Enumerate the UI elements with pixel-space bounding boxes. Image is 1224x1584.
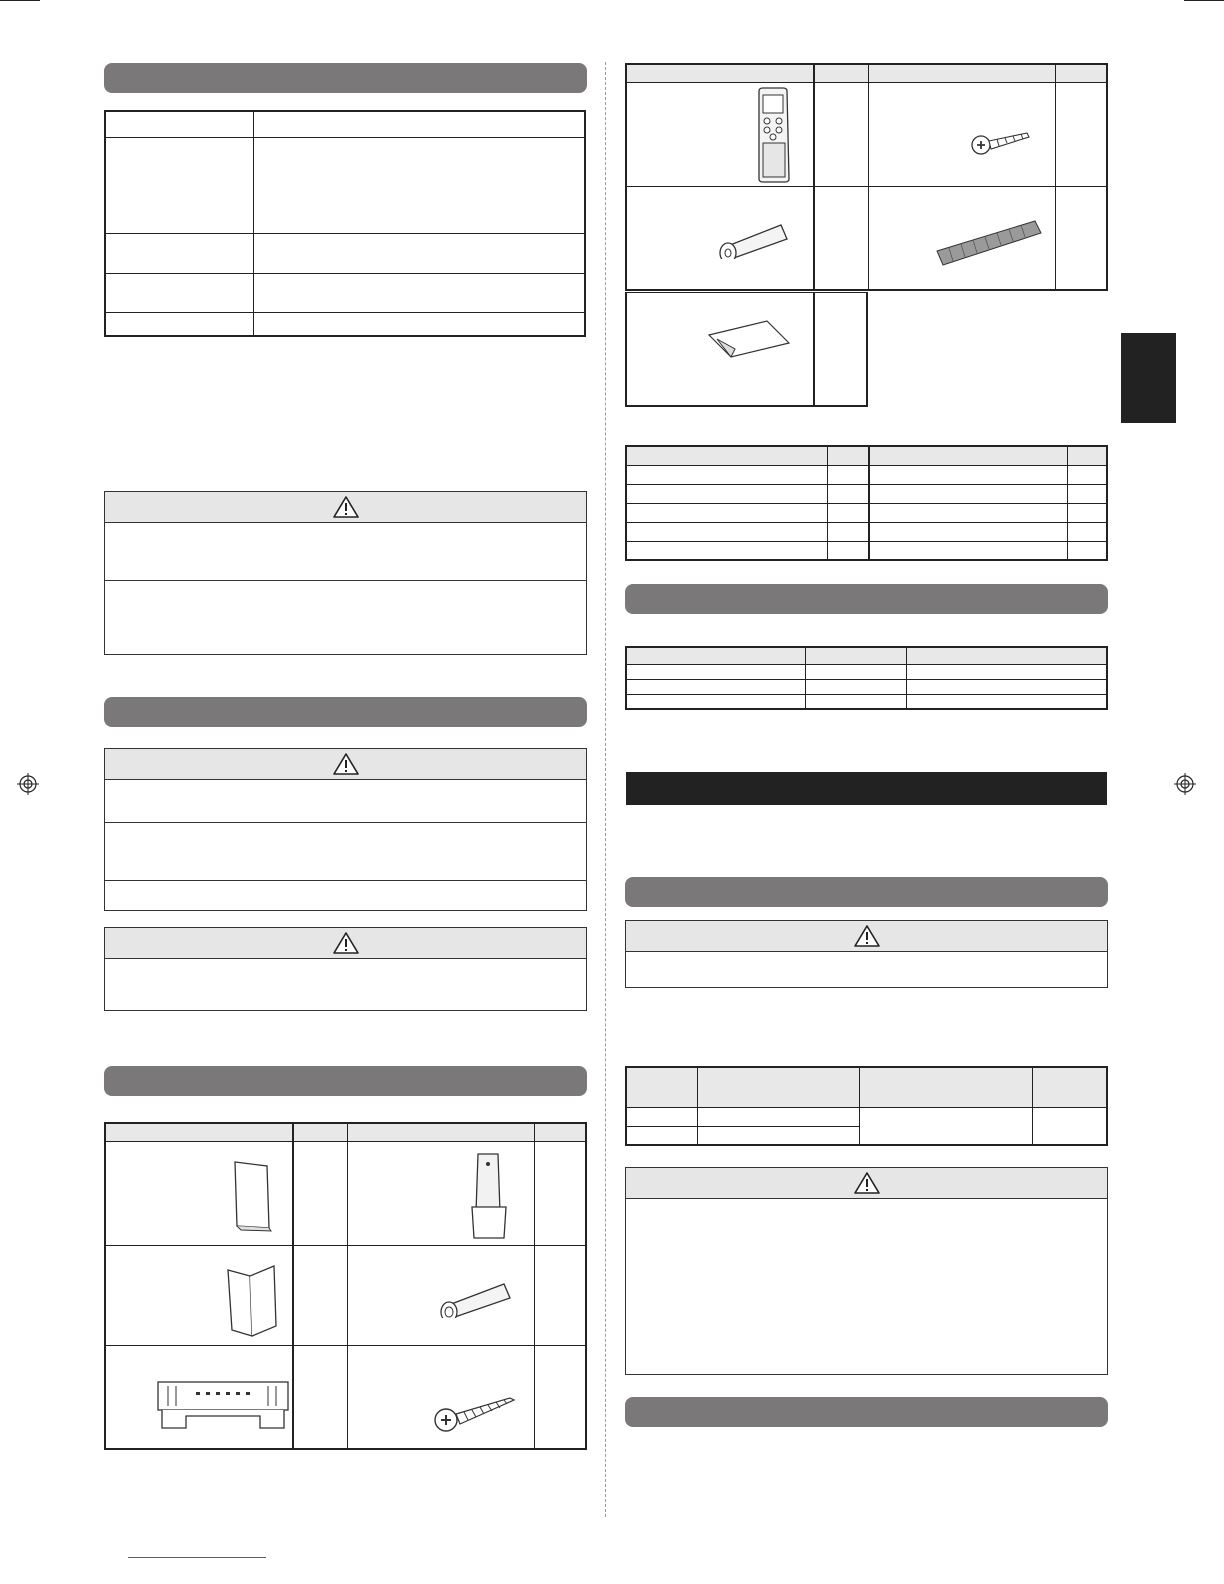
table-row — [626, 293, 867, 406]
table-row — [626, 186, 1107, 290]
warning-box — [625, 920, 1108, 988]
warning-header — [105, 749, 586, 780]
table-row — [105, 1141, 586, 1245]
caution-box — [104, 927, 587, 1011]
caution-box — [625, 1167, 1108, 1375]
table-row — [105, 1245, 586, 1345]
crop-mark-top-right — [1184, 0, 1224, 1]
warning-triangle-icon — [332, 931, 360, 955]
caution-row — [105, 959, 586, 1011]
accessories-table-left — [104, 1122, 587, 1450]
accessories-table-right — [625, 63, 1108, 291]
warning-box — [104, 491, 587, 655]
chapter-header-bar — [626, 772, 1107, 805]
warning-row — [105, 523, 586, 581]
table-row — [105, 233, 585, 273]
table-row — [626, 679, 1107, 694]
table-header-row — [626, 1067, 1107, 1107]
section-header-bar — [625, 877, 1108, 907]
table-row — [626, 484, 1107, 503]
table-row — [626, 694, 1107, 709]
table-row — [626, 82, 1107, 186]
section-header-bar — [104, 63, 587, 93]
sheet-icon — [707, 319, 791, 359]
wall-plate-icon — [156, 1376, 292, 1438]
table-row — [105, 137, 585, 233]
section-header-bar — [104, 697, 587, 727]
accessories-table-right-extra — [625, 292, 868, 407]
warning-header — [626, 921, 1107, 952]
section-header-bar — [104, 1066, 587, 1096]
footer-link-underline — [128, 1557, 266, 1558]
filter-strip-icon — [935, 217, 1045, 271]
warning-row — [105, 881, 586, 910]
warning-triangle-icon — [853, 924, 881, 948]
table-row — [626, 522, 1107, 541]
language-tab — [1121, 333, 1176, 423]
table-header-row — [105, 1123, 586, 1141]
registration-mark-icon — [1174, 773, 1196, 795]
crop-mark-top-left — [0, 0, 40, 1]
table-row — [105, 312, 585, 336]
warning-row — [105, 581, 586, 653]
wiring-table — [625, 1066, 1108, 1146]
warning-triangle-icon — [332, 752, 360, 776]
table-row — [626, 1107, 1107, 1126]
battery-icon — [434, 1278, 518, 1318]
section-header-bar — [625, 584, 1108, 614]
remote-control-icon — [755, 87, 791, 183]
warning-box — [104, 748, 587, 911]
table-row — [626, 503, 1107, 522]
remote-holder-icon — [468, 1152, 514, 1242]
section-header-bar — [625, 1397, 1108, 1427]
table-header-row — [626, 446, 1107, 465]
registration-mark-icon — [17, 773, 39, 795]
screw-icon — [969, 125, 1033, 159]
parts-list-table — [625, 445, 1108, 561]
warning-row — [105, 780, 586, 823]
table-row — [626, 541, 1107, 560]
warning-triangle-icon — [853, 1171, 881, 1195]
column-divider — [605, 62, 606, 1517]
table-row — [626, 664, 1107, 679]
table-row — [105, 273, 585, 312]
warning-triangle-icon — [332, 495, 360, 519]
options-table — [625, 646, 1108, 710]
specification-table — [104, 110, 586, 337]
warning-header — [105, 492, 586, 523]
caution-row — [626, 1199, 1107, 1375]
warning-row — [626, 952, 1107, 988]
warning-row — [105, 823, 586, 881]
table-row — [105, 111, 585, 137]
caution-header — [105, 928, 586, 959]
caution-header — [626, 1168, 1107, 1199]
battery-icon — [713, 219, 795, 259]
table-header-row — [626, 647, 1107, 664]
table-header-row — [626, 64, 1107, 82]
table-row — [626, 465, 1107, 484]
manual-booklet-icon — [231, 1160, 273, 1232]
screw-icon — [432, 1392, 518, 1434]
open-booklet-icon — [224, 1264, 280, 1340]
table-row — [105, 1345, 586, 1449]
